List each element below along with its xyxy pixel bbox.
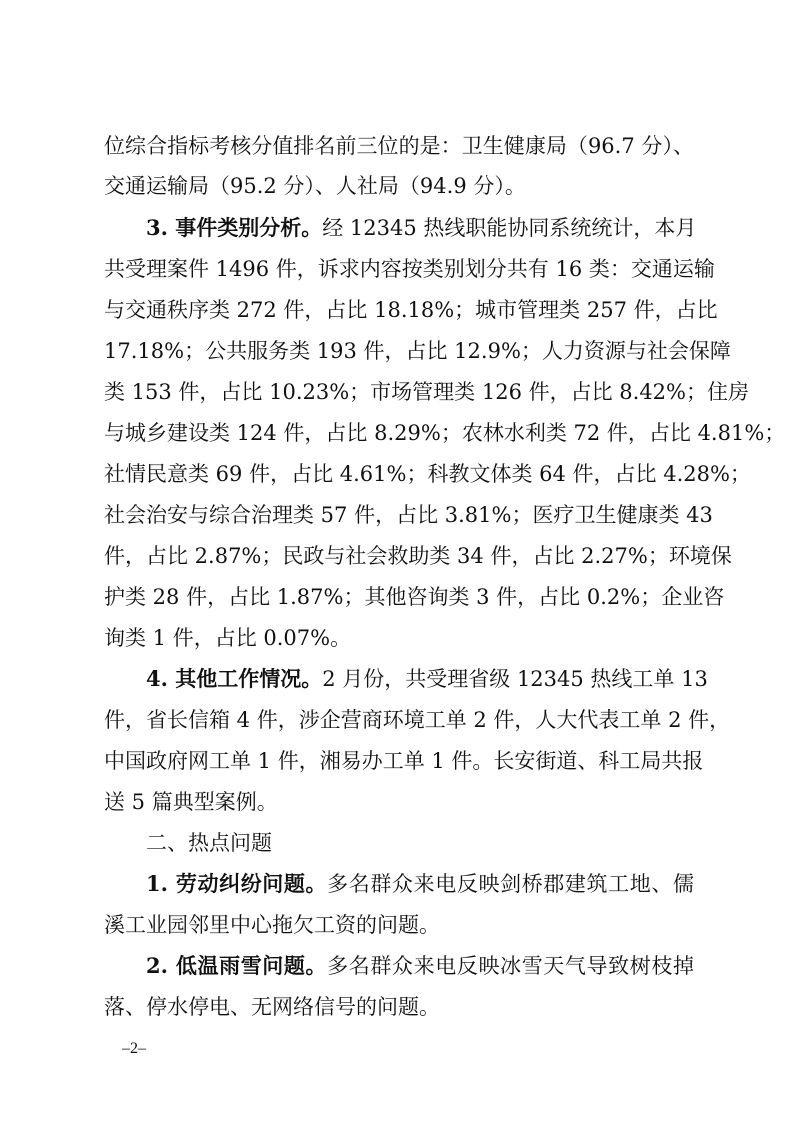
para-category-line: 与交通秩序类 272 件，占比 18.18%；城市管理类 257 件，占比 (104, 298, 718, 322)
para-other-first-text: 2 月份，共受理省级 12345 热线工单 13 (322, 667, 708, 691)
para-category-line: 件，占比 2.87%；民政与社会救助类 34 件，占比 2.27%；环境保 (104, 544, 732, 568)
hot-1-heading: 1. 劳动纠纷问题。 (146, 871, 328, 896)
para-category-line: 类 153 件，占比 10.23%；市场管理类 126 件，占比 8.42%；住房 (104, 380, 749, 404)
para-other-line: 件，省长信箱 4 件，涉企营商环境工单 2 件，人大代表工单 2 件， (104, 708, 731, 732)
para-ranking-line-2: 交通运输局（95.2 分）、人社局（94.9 分）。 (104, 174, 526, 198)
hot-2-line: 落、停水停电、无网络信号的问题。 (104, 995, 440, 1019)
para-category-line: 询类 1 件，占比 0.07%。 (104, 626, 352, 650)
para-other-line: 送 5 篇典型案例。 (104, 790, 278, 814)
para-other-heading: 4. 其他工作情况。 (146, 666, 323, 691)
section-two-title: 二、热点问题 (146, 831, 272, 855)
hot-2-heading: 2. 低温雨雪问题。 (146, 953, 328, 978)
para-category-line: 与城乡建设类 124 件，占比 8.29%；农林水利类 72 件，占比 4.81%； (104, 421, 786, 445)
page-number: –2– (122, 1040, 146, 1057)
hot-1-first-text: 多名群众来电反映剑桥郡建筑工地、儒 (327, 872, 694, 896)
para-category-line: 护类 28 件，占比 1.87%；其他咨询类 3 件，占比 0.2%；企业咨 (104, 585, 725, 609)
para-category-line: 17.18%；公共服务类 193 件，占比 12.9%；人力资源与社会保障 (104, 339, 731, 363)
para-category-first-text: 经 12345 热线职能协同系统统计，本月 (322, 216, 697, 240)
para-category-heading: 3. 事件类别分析。 (146, 215, 323, 240)
para-other-first-line (146, 663, 708, 695)
para-category-line: 共受理案件 1496 件，诉求内容按类别划分共有 16 类：交通运输 (104, 257, 715, 281)
hot-1-line: 溪工业园邻里中心拖欠工资的问题。 (104, 913, 440, 937)
hot-2-first-line (146, 950, 694, 982)
hot-1-first-line (146, 868, 694, 900)
para-category-line: 社情民意类 69 件，占比 4.61%；科教文体类 64 件，占比 4.28%； (104, 462, 751, 486)
para-category-first-line (146, 212, 697, 244)
para-other-line: 中国政府网工单 1 件，湘易办工单 1 件。长安街道、科工局共报 (104, 749, 704, 773)
para-ranking-line-1: 位综合指标考核分值排名前三位的是：卫生健康局（96.7 分）、 (104, 134, 694, 158)
hot-2-first-text: 多名群众来电反映冰雪天气导致树枝掉 (327, 954, 694, 978)
para-category-line: 社会治安与综合治理类 57 件，占比 3.81%；医疗卫生健康类 43 (104, 503, 713, 527)
